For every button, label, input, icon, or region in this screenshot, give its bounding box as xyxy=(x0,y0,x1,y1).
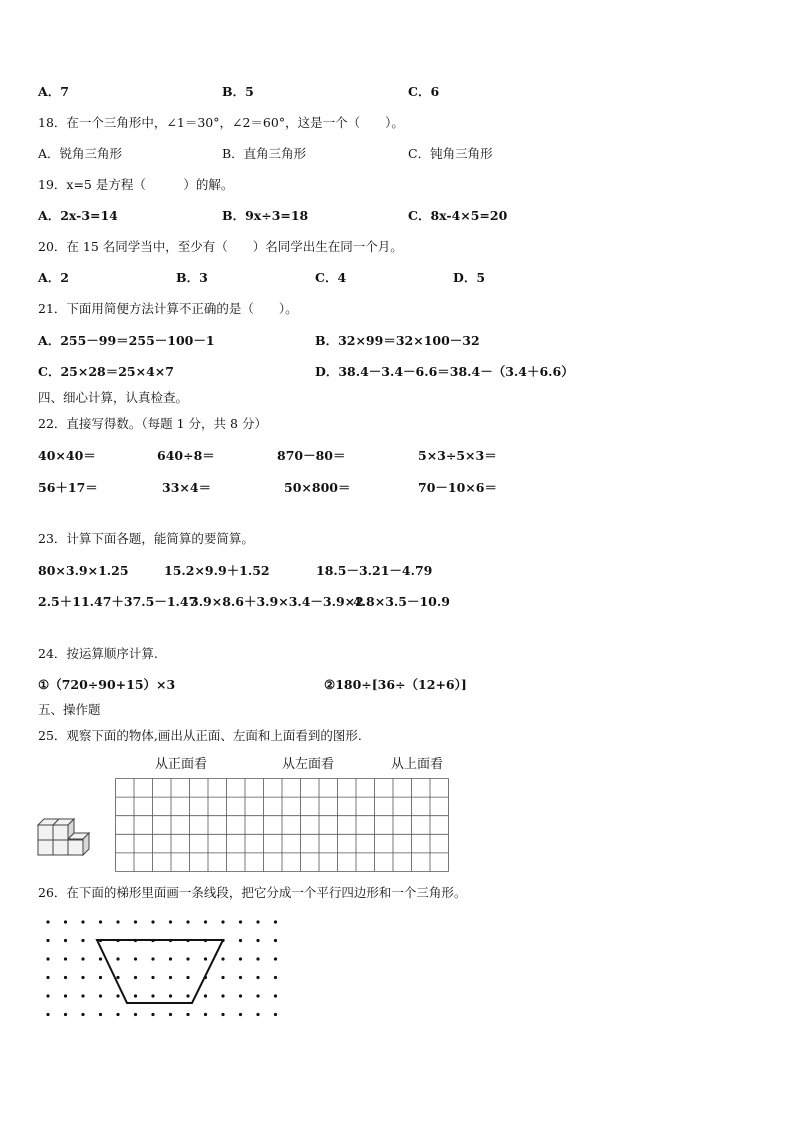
grid-dot xyxy=(204,1013,207,1016)
grid-dot xyxy=(239,1013,242,1016)
grid-dot xyxy=(204,994,207,997)
grid-dot xyxy=(221,976,224,979)
grid-dot xyxy=(256,957,259,960)
grid-dot xyxy=(46,939,49,942)
q22-item: 40×40＝ xyxy=(38,448,96,463)
grid-dot xyxy=(186,994,189,997)
grid-dot xyxy=(169,976,172,979)
grid-dot xyxy=(81,939,84,942)
grid-dot xyxy=(134,957,137,960)
grid-dot xyxy=(134,920,137,923)
grid-dot xyxy=(116,1013,119,1016)
grid-dot xyxy=(239,957,242,960)
q23-stem: 23．计算下面各题，能简算的要简算。 xyxy=(38,531,254,546)
grid-dot xyxy=(134,976,137,979)
grid-dot xyxy=(274,957,277,960)
dot-grid-figure xyxy=(44,918,294,1026)
q22-item: 5×3÷5×3＝ xyxy=(418,448,497,463)
grid-dot xyxy=(99,976,102,979)
grid-dot xyxy=(64,994,67,997)
q20-option-d: D．5 xyxy=(453,270,486,285)
view-left-label: 从左面看 xyxy=(282,757,335,772)
grid-dot xyxy=(46,1013,49,1016)
q21-option-a: A．255－99＝255－100－1 xyxy=(38,333,215,348)
grid-dot xyxy=(239,994,242,997)
q19-option-c: C．8x-4×5=20 xyxy=(408,208,508,223)
grid-dot xyxy=(64,1013,67,1016)
grid-dot xyxy=(169,1013,172,1016)
q23-item: 15.2×9.9＋1.52 xyxy=(164,563,270,578)
grid-dot xyxy=(46,957,49,960)
q26-stem: 26．在下面的梯形里面画一条线段，把它分成一个平行四边形和一个三角形。 xyxy=(38,885,467,900)
q17-option-c: C．6 xyxy=(408,84,440,99)
q23-item: 18.5－3.21－4.79 xyxy=(316,563,433,578)
q20-option-c: C．4 xyxy=(315,270,347,285)
grid-dot xyxy=(46,994,49,997)
view-front-label: 从正面看 xyxy=(155,757,208,772)
grid-dot xyxy=(256,1013,259,1016)
grid-dot xyxy=(221,957,224,960)
grid-dot xyxy=(64,939,67,942)
grid-dot xyxy=(46,976,49,979)
q23-item: 80×3.9×1.25 xyxy=(38,563,129,578)
grid-dot xyxy=(151,1013,154,1016)
q22-item: 640÷8＝ xyxy=(157,448,215,463)
q22-item: 33×4＝ xyxy=(162,480,212,495)
grid-dot xyxy=(186,957,189,960)
q21-option-d: D．38.4－3.4－6.6＝38.4－（3.4＋6.6） xyxy=(315,364,574,379)
q22-item: 56＋17＝ xyxy=(38,480,98,495)
grid-dot xyxy=(256,994,259,997)
grid-dot xyxy=(81,994,84,997)
q20-option-b: B．3 xyxy=(176,270,208,285)
grid-dot xyxy=(274,939,277,942)
q24-stem: 24．按运算顺序计算. xyxy=(38,646,158,661)
section-5-heading: 五、操作题 xyxy=(38,702,101,717)
q19-option-a: A．2x-3=14 xyxy=(38,208,118,223)
q18-option-c: C．钝角三角形 xyxy=(408,146,493,161)
q23-item: 4.8×3.5－10.9 xyxy=(353,594,450,609)
q23-item: 2.5＋11.47＋37.5－1.47 xyxy=(38,594,198,609)
q25-stem: 25．观察下面的物体,画出从正面、左面和上面看到的图形. xyxy=(38,728,362,743)
grid-dot xyxy=(274,1013,277,1016)
grid-dot xyxy=(81,920,84,923)
q20-option-a: A．2 xyxy=(38,270,69,285)
trapezoid-shape xyxy=(97,940,223,1003)
grid-dot xyxy=(169,994,172,997)
grid-dot xyxy=(256,939,259,942)
q17-option-b: B．5 xyxy=(222,84,254,99)
grid-dot xyxy=(151,957,154,960)
q21-stem: 21．下面用简便方法计算不正确的是（ ）。 xyxy=(38,301,298,316)
grid-dot xyxy=(81,976,84,979)
grid-dot xyxy=(151,920,154,923)
q19-option-b: B．9x÷3=18 xyxy=(222,208,309,223)
cube-stack-figure xyxy=(36,816,96,860)
q18-option-a: A．锐角三角形 xyxy=(38,146,123,161)
grid-dot xyxy=(99,920,102,923)
grid-dot xyxy=(239,976,242,979)
drawing-grid xyxy=(115,778,449,872)
grid-dot xyxy=(274,920,277,923)
q21-option-c: C．25×28＝25×4×7 xyxy=(38,364,174,379)
grid-dot xyxy=(274,994,277,997)
q22-stem: 22．直接写得数。（每题 1 分，共 8 分） xyxy=(38,416,267,431)
grid-dot xyxy=(256,976,259,979)
grid-dot xyxy=(116,994,119,997)
grid-dot xyxy=(221,1013,224,1016)
grid-dot xyxy=(99,957,102,960)
grid-dot xyxy=(186,1013,189,1016)
grid-dot xyxy=(116,976,119,979)
grid-dot xyxy=(204,920,207,923)
grid-dot xyxy=(274,976,277,979)
grid-dot xyxy=(64,976,67,979)
grid-dot xyxy=(116,957,119,960)
grid-dot xyxy=(221,920,224,923)
q24-item-1: ①（720÷90+15）×3 xyxy=(38,677,176,692)
grid-dot xyxy=(186,976,189,979)
section-4-heading: 四、细心计算，认真检查。 xyxy=(38,390,189,405)
q17-option-a: A．7 xyxy=(38,84,69,99)
grid-dot xyxy=(151,994,154,997)
grid-dot xyxy=(151,976,154,979)
grid-dot xyxy=(81,957,84,960)
grid-dot xyxy=(239,939,242,942)
q23-item: 3.9×8.6＋3.9×3.4－3.9×2 xyxy=(190,594,364,609)
grid-dot xyxy=(99,994,102,997)
q19-stem: 19．x=5 是方程（ ）的解。 xyxy=(38,177,234,192)
q22-item: 50×800＝ xyxy=(284,480,351,495)
q20-stem: 20．在 15 名同学当中，至少有（ ）名同学出生在同一个月。 xyxy=(38,239,403,254)
grid-dot xyxy=(64,920,67,923)
grid-dot xyxy=(169,957,172,960)
grid-dot xyxy=(134,994,137,997)
grid-dot xyxy=(134,1013,137,1016)
grid-dot xyxy=(256,920,259,923)
grid-dot xyxy=(169,920,172,923)
grid-dot xyxy=(116,920,119,923)
q18-stem: 18．在一个三角形中，∠1＝30°，∠2＝60°，这是一个（ ）。 xyxy=(38,115,404,130)
grid-dot xyxy=(46,920,49,923)
grid-dot xyxy=(186,920,189,923)
grid-dot xyxy=(204,957,207,960)
q22-item: 870－80＝ xyxy=(277,448,346,463)
grid-dot xyxy=(64,957,67,960)
q18-option-b: B．直角三角形 xyxy=(222,146,307,161)
grid-dot xyxy=(99,1013,102,1016)
q21-option-b: B．32×99＝32×100－32 xyxy=(315,333,480,348)
grid-dot xyxy=(81,1013,84,1016)
q22-item: 70－10×6＝ xyxy=(418,480,497,495)
view-top-label: 从上面看 xyxy=(391,757,444,772)
grid-dot xyxy=(239,920,242,923)
q24-item-2: ②180÷[36÷（12+6）] xyxy=(324,677,467,692)
grid-dot xyxy=(221,994,224,997)
